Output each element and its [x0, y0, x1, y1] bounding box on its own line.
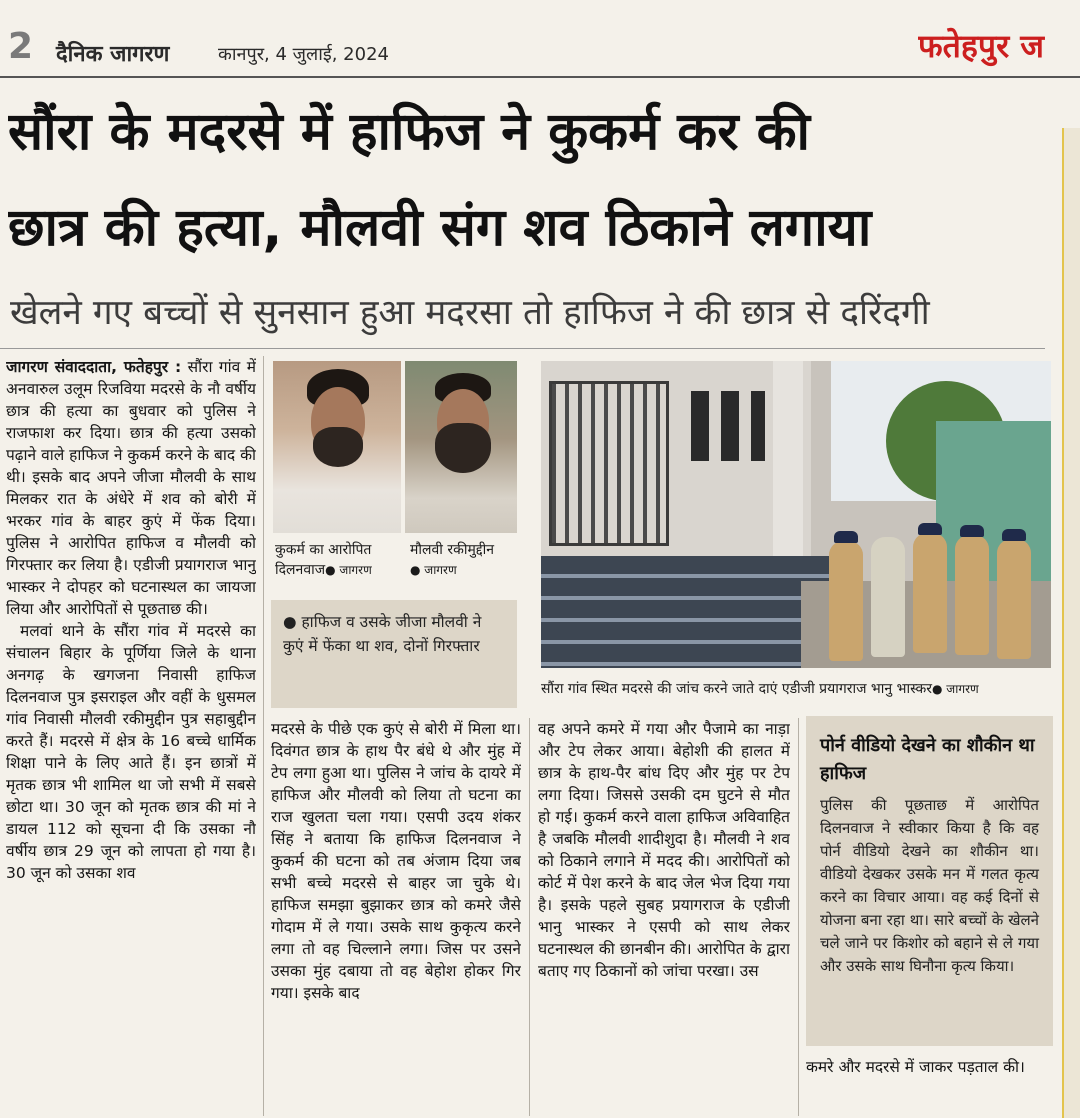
article-column-1 [6, 356, 256, 1116]
photo-credit: ● जागरण [932, 682, 979, 696]
photo-credit: ● जागरण [325, 563, 372, 577]
column-divider [263, 356, 264, 1116]
beard-shape [435, 423, 491, 473]
article-column-2 [271, 718, 521, 1116]
caption-text: कुकर्म का आरोपित दिलनवाज [275, 542, 372, 578]
section-tag: फतेहपुर ज [918, 27, 1045, 65]
newspaper-name: दैनिक जागरण [56, 42, 170, 67]
window [691, 391, 709, 461]
byline: जागरण संवाददाता, फतेहपुर : [6, 358, 182, 376]
masthead [0, 0, 1080, 80]
police-officer [997, 539, 1031, 659]
headline-rule [0, 348, 1045, 349]
pull-quote-box: ● हाफिज व उसके जीजा मौलवी ने कुएं में फेंका था शव, दोनों गिरफ्तार [271, 600, 517, 708]
police-cap [834, 531, 858, 543]
column-divider [798, 718, 799, 1116]
article-paragraph: कमरे और मदरसे में जाकर पड़ताल की। [806, 1058, 1025, 1076]
sidebar-box [806, 716, 1053, 1046]
scene-photo-caption [541, 678, 1051, 700]
accused-hafiz-photo [273, 361, 401, 533]
article-text: सौंरा गांव में अनवारुल उलूम रिजविया मदरसे के नौ वर्षीय छात्र की हत्या का बुधवार को पुलिस ने राजफाश कर दिया। छात्र की हत्या उसको पढ़ाने वाले हाफिज ने कुकर्म करने के बाद की थी। इसके बाद अपने जीजा मौलवी के साथ मिलकर रात के अंधेरे में शव को बोरी में भरकर गांव के बाहर कुएं में फेंक दिया। पुलिस ने आरोपित हाफिज व मौलवी को गिरफ्तार कर लिया है। एडीजी प्रयागराज भानु भास्कर ने दोपहर को घटनास्थल का जायजा लिया और आरोपितों से पूछताछ की। [6, 358, 256, 618]
iron-gate [549, 381, 669, 546]
police-officer [871, 537, 905, 657]
article-paragraph-1 [6, 356, 256, 620]
photo-credit: ● जागरण [410, 563, 457, 577]
article-paragraph: वह अपने कमरे में गया और पैजामे का नाड़ा और टेप लेकर आया। बेहोशी की हालत में छात्र के हाथ-पैर बांध दिए और मुंह पर टेप लगा दिया। जिससे उसकी दम घुटने से मौत हो गई। कुकर्म करने वाला हाफिज अविवाहित है जबकि मौलवी शादीशुदा है। मौलवी ने शव को ठिकाने लगाने में मदद की। आरोपितों को कोर्ट में पेश करने के बाद जेल भेज दिया गया है। इसके पहले सुबह प्रयागराज के एडीजी भानु भास्कर ने एसपी को साथ लेकर घटनास्थल की छानबीन की। आरोपित के द्वारा बताए गए ठिकानों को जांचा परखा। उस [538, 720, 790, 980]
headline-line-1: सौंरा के मदरसे में हाफिज ने कुकर्म कर की [8, 102, 811, 162]
window [721, 391, 739, 461]
police-cap [918, 523, 942, 535]
caption-text: सौंरा गांव स्थित मदरसे की जांच करने जाते दाएं एडीजी प्रयागराज भानु भास्कर [541, 681, 933, 697]
article-paragraph-2: मलवां थाने के सौंरा गांव में मदरसे का संचालन बिहार के पूर्णिया जिले के थाना अनगढ़ के खगजना निवासी हाफिज दिलनवाज पुत्र इसराइल और वहीं के धुसमल गांव निवासी मौलवी रकीमुद्दीन पुत्र सहाबुद्दीन करते हैं। मदरसे में क्षेत्र के 16 बच्चे धार्मिक शिक्षा पाने के लिए आते हैं। इन छात्रों में मृतक छात्र भी शामिल था जो सभी में सबसे छोटा था। 30 जून को मृतक छात्र की मां ने डायल 112 को सूचना दी कि उसका नौ वर्षीय छात्र 29 जून को लापता हो गया है। 30 जून को उसका शव [6, 622, 256, 882]
masthead-rule [0, 76, 1080, 78]
column-divider [529, 718, 530, 1116]
madrasa-inspection-photo [541, 361, 1051, 668]
sidebar-body: पुलिस की पूछताछ में आरोपित दिलनवाज ने स्वीकार किया है कि वह पोर्न वीडियो देखने का शौकीन था। वीडियो देखकर उसके मन में गलत कृत्य करने का विचार आया। वह कई दिनों से योजना बना रहा था। सारे बच्चों के खेलने चले जाने पर किशोर को बहाने से ले गया और उसके साथ घिनौना कृत्य किया। [820, 796, 1039, 975]
subheadline: खेलने गए बच्चों से सुनसान हुआ मदरसा तो हाफिज ने की छात्र से दरिंदगी [10, 293, 930, 333]
adjacent-page-edge [1062, 128, 1080, 1118]
window [751, 391, 765, 461]
caption-text: मौलवी रकीमुद्दीन [410, 542, 494, 558]
headline-line-2: छात्र की हत्या, मौलवी संग शव ठिकाने लगाया [8, 198, 872, 258]
edition-date: कानपुर, 4 जुलाई, 2024 [218, 44, 389, 65]
beard-shape [313, 427, 363, 467]
article-column-3 [538, 718, 790, 1116]
police-officer [829, 541, 863, 661]
tiled-steps [541, 556, 831, 668]
portrait-2-caption [410, 540, 520, 580]
page-number: 2 [8, 26, 34, 67]
article-paragraph: मदरसे के पीछे एक कुएं से बोरी में मिला था। दिवंगत छात्र के हाथ पैर बंधे थे और मुंह में टेप लगा हुआ था। पुलिस ने जांच के दायरे में हाफिज और मौलवी को लिया तो घटना का राज खुलता चला गया। एसपी उदय शंकर सिंह ने बताया कि हाफिज दिलनवाज ने कुकर्म की घटना को तब अंजाम दिया जब सभी बच्चे मदरसे से बाहर जा चुके थे। हाफिज समझा बुझाकर छात्र को कमरे जैसे गोदाम में ले गया। उसके साथ कुकृत्य करने लगा तो वह चिल्लाने लगा। जिस पर उसने उसका मुंह दबाया तो वह बेहोश होकर गिर गया। इसके बाद [271, 720, 521, 1002]
police-officer [913, 533, 947, 653]
article-column-4 [806, 1056, 1053, 1116]
maulvi-photo [405, 361, 517, 533]
police-cap [960, 525, 984, 537]
sidebar-title: पोर्न वीडियो देखने का शौकीन था हाफिज [820, 735, 1035, 784]
portrait-1-caption [275, 540, 403, 580]
police-officer [955, 535, 989, 655]
green-house [936, 421, 1051, 581]
police-cap [1002, 529, 1026, 541]
